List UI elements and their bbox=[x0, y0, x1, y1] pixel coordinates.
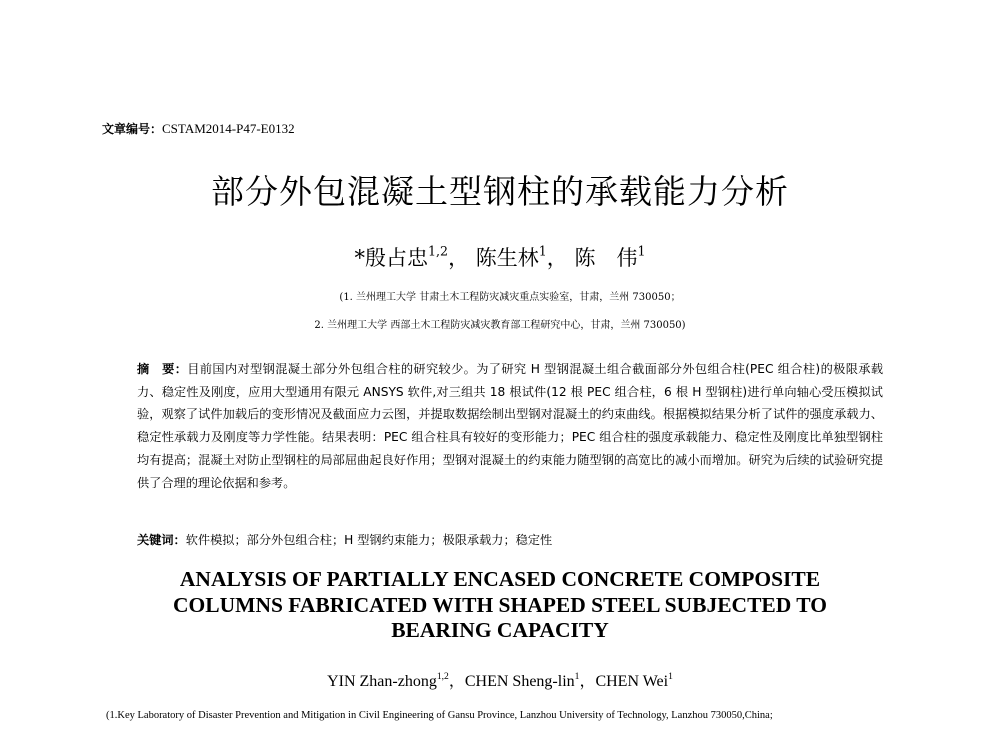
article-number bbox=[102, 121, 295, 137]
author-en-3-sup: 1 bbox=[668, 670, 673, 682]
chinese-affiliation-2: 2. 兰州理工大学 西部土木工程防灾减灾教育部工程研究中心，甘肃，兰州 730050) bbox=[314, 320, 686, 331]
keywords-label: 关键词： bbox=[137, 533, 186, 547]
article-number-value: CSTAM2014-P47-E0132 bbox=[162, 121, 295, 136]
chinese-keywords bbox=[137, 529, 883, 551]
article-number-label: 文章编号： bbox=[102, 122, 163, 136]
chinese-affiliation-1: (1. 兰州理工大学 甘肃土木工程防灾减灾重点实验室，甘肃，兰州 730050； bbox=[339, 292, 681, 303]
author-en-2-name: CHEN Sheng-lin bbox=[464, 673, 575, 690]
author-cn-1-sep: ， bbox=[448, 246, 470, 270]
author-cn-3-sup: 1 bbox=[637, 243, 646, 259]
author-cn-1-sup: 1,2 bbox=[428, 243, 449, 259]
author-cn-3 bbox=[574, 243, 646, 270]
author-en-3-name: CHEN Wei bbox=[595, 673, 669, 690]
author-en-2-sep: ， bbox=[579, 673, 596, 690]
english-authors bbox=[0, 671, 1000, 693]
author-en-2 bbox=[464, 670, 596, 690]
author-cn-2-sep: ， bbox=[546, 246, 568, 270]
english-title-line-3: BEARING CAPACITY bbox=[391, 618, 609, 642]
author-en-1-sup: 1,2 bbox=[436, 670, 449, 682]
author-cn-1-prefix: * bbox=[354, 246, 366, 270]
author-en-1-name: YIN Zhan-zhong bbox=[327, 673, 437, 690]
english-affiliation: (1.Key Laboratory of Disaster Prevention and Mitigation in Civil Engineering of Gansu Province, Lanzhou University of Technology, Lanzhou 730050,China; bbox=[106, 710, 773, 721]
author-en-1-sep: ， bbox=[448, 673, 465, 690]
author-en-2-sup: 1 bbox=[574, 670, 580, 682]
author-cn-2 bbox=[475, 243, 568, 270]
keywords-text: 软件模拟；部分外包组合柱；H 型钢约束能力；极限承载力；稳定性 bbox=[185, 533, 553, 547]
english-title-line-2: COLUMNS FABRICATED WITH SHAPED STEEL SUBJECTED TO bbox=[173, 592, 827, 617]
author-cn-2-sup: 1 bbox=[538, 243, 547, 259]
english-title bbox=[0, 567, 1000, 644]
chinese-abstract bbox=[137, 358, 883, 494]
chinese-title: 部分外包混凝土型钢柱的承载能力分析 bbox=[211, 172, 789, 211]
author-en-1 bbox=[327, 670, 465, 690]
abstract-text: 目前国内对型钢混凝土部分外包组合柱的研究较少。为了研究 H 型钢混凝土组合截面部分外包组合柱(PEC 组合柱)的极限承载力、稳定性及刚度，应用大型通用有限元 ANSYS 软件,对三组共 18 根试件(12 根 PEC 组合柱，6 根 H 型钢柱)进行单向轴心受压模拟试验，观察了试件加载后的变形情况及截面应力云图，并提取数据绘制出型钢对混凝土的约束曲线。根据模拟结果分析了试件的强度承载力、稳定性承载力及刚度等力学性能。结果表明：PEC 组合柱具有较好的变形能力；PEC 组合柱的强度承载能力、稳定性及刚度比单独型钢柱均有提高；混凝土对防止型钢柱的局部屈曲起良好作用；型钢对混凝土的约束能力随型钢的高宽比的减小而增加。研究为后续的试验研究提供了合理的理论依据和参考。 bbox=[137, 362, 884, 490]
english-title-line-1: ANALYSIS OF PARTIALLY ENCASED CONCRETE COMPOSITE bbox=[179, 567, 821, 591]
author-cn-3-name: 陈 伟 bbox=[574, 246, 638, 270]
author-cn-1 bbox=[354, 243, 470, 270]
chinese-authors bbox=[0, 243, 1000, 273]
author-cn-2-name: 陈生林 bbox=[475, 246, 539, 270]
author-en-3 bbox=[595, 670, 673, 690]
abstract-label: 摘 要： bbox=[137, 362, 188, 376]
author-cn-1-name: 殷占忠 bbox=[365, 246, 429, 270]
